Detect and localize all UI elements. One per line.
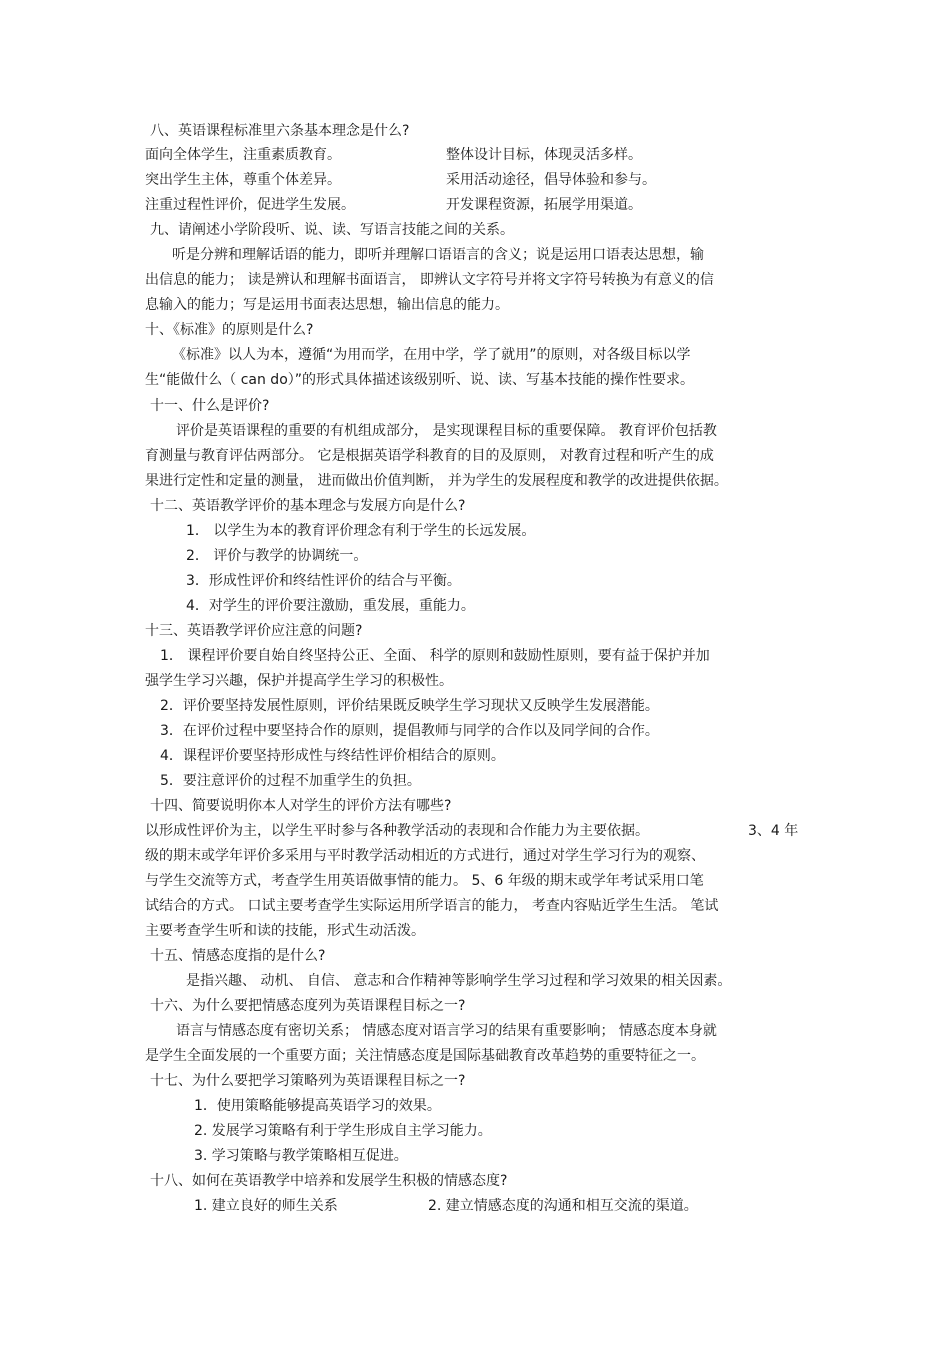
list-item: 5．要注意评价的过程不加重学生的负担。	[160, 773, 421, 789]
list-item: 2．评价要坚持发展性原则，评价结果既反映学生学习现状又反映学生发展潜能。	[160, 698, 659, 714]
heading-8: 八、英语课程标准里六条基本理念是什么?	[150, 123, 410, 139]
idea-3: 突出学生主体，尊重个体差异。	[145, 172, 341, 188]
paragraph-line: 语言与情感态度有密切关系； 情感态度对语言学习的结果有重要影响； 情感态度本身就	[176, 1023, 717, 1039]
paragraph-line: 果进行定性和定量的测量， 进而做出价值判断， 并为学生的发展程度和教学的改进提供依据。	[145, 473, 728, 489]
list-item: 1． 课程评价要自始自终坚持公正、全面、 科学的原则和鼓励性原则，要有益于保护并加	[160, 648, 710, 664]
heading-15: 十五、情感态度指的是什么?	[150, 948, 326, 964]
paragraph-line: 是指兴趣、 动机、 自信、 意志和合作精神等影响学生学习过程和学习效果的相关因素。	[186, 973, 732, 989]
heading-9: 九、请阐述小学阶段听、说、读、写语言技能之间的关系。	[150, 222, 514, 238]
list-item: 3. 学习策略与教学策略相互促进。	[194, 1148, 408, 1164]
heading-18: 十八、如何在英语教学中培养和发展学生积极的情感态度?	[150, 1173, 508, 1189]
idea-1: 面向全体学生，注重素质教育。	[145, 147, 341, 163]
list-item: 1. 建立良好的师生关系	[194, 1198, 338, 1214]
paragraph-line: 《标准》以人为本，遵循“为用而学，在用中学，学了就用”的原则，对各级目标以学	[172, 347, 691, 363]
paragraph-line: 与学生交流等方式，考查学生用英语做事情的能力。 5、6 年级的期末或学年考试采用口笔	[145, 873, 704, 889]
idea-2: 整体设计目标，体现灵活多样。	[446, 147, 642, 163]
list-item: 1． 以学生为本的教育评价理念有利于学生的长远发展。	[186, 523, 536, 539]
heading-13: 十三、英语教学评价应注意的问题?	[145, 623, 363, 639]
paragraph-line: 听是分辨和理解话语的能力，即听并理解口语语言的含义；说是运用口语表达思想，输	[172, 247, 704, 263]
paragraph-line: 评价是英语课程的重要的有机组成部分， 是实现课程目标的重要保障。 教育评价包括教	[176, 423, 717, 439]
paragraph-line: 试结合的方式。 口试主要考查学生实际运用所学语言的能力， 考查内容贴近学生生活。 笔试	[145, 898, 719, 914]
list-item: 3．形成性评价和终结性评价的结合与平衡。	[186, 573, 461, 589]
heading-10: 十、《标准》的原则是什么?	[145, 322, 314, 338]
paragraph-line: 以形成性评价为主，以学生平时参与各种教学活动的表现和合作能力为主要依据。	[145, 823, 649, 839]
list-item: 2. 建立情感态度的沟通和相互交流的渠道。	[428, 1198, 698, 1214]
list-item: 4．对学生的评价要注激励，重发展，重能力。	[186, 598, 475, 614]
paragraph-line: 是学生全面发展的一个重要方面；关注情感态度是国际基础教育改革趋势的重要特征之一。	[145, 1048, 705, 1064]
paragraph-line: 3、4 年	[748, 823, 799, 839]
idea-4: 采用活动途径，倡导体验和参与。	[446, 172, 656, 188]
paragraph-line: 息输入的能力；写是运用书面表达思想，输出信息的能力。	[145, 297, 509, 313]
heading-16: 十六、为什么要把情感态度列为英语课程目标之一?	[150, 998, 466, 1014]
paragraph-line: 生“能做什么（ can do）”的形式具体描述该级别听、说、读、写基本技能的操作性要求。	[145, 372, 695, 388]
list-item: 2. 发展学习策略有利于学生形成自主学习能力。	[194, 1123, 492, 1139]
list-item: 3．在评价过程中要坚持合作的原则，提倡教师与同学的合作以及同学间的合作。	[160, 723, 659, 739]
heading-14: 十四、简要说明你本人对学生的评价方法有哪些?	[150, 798, 452, 814]
list-item: 1．使用策略能够提高英语学习的效果。	[194, 1098, 441, 1114]
heading-12: 十二、英语教学评价的基本理念与发展方向是什么?	[150, 498, 466, 514]
paragraph-line: 强学生学习兴趣，保护并提高学生学习的积极性。	[145, 673, 453, 689]
heading-17: 十七、为什么要把学习策略列为英语课程目标之一?	[150, 1073, 466, 1089]
paragraph-line: 出信息的能力； 读是辨认和理解书面语言， 即辨认文字符号并将文字符号转换为有意义的信	[145, 272, 714, 288]
heading-11: 十一、什么是评价?	[150, 398, 270, 414]
idea-5: 注重过程性评价，促进学生发展。	[145, 197, 355, 213]
list-item: 2． 评价与教学的协调统一。	[186, 548, 368, 564]
idea-6: 开发课程资源，拓展学用渠道。	[446, 197, 642, 213]
list-item: 4．课程评价要坚持形成性与终结性评价相结合的原则。	[160, 748, 505, 764]
paragraph-line: 育测量与教育评估两部分。 它是根据英语学科教育的目的及原则， 对教育过程和听产生的成	[145, 448, 714, 464]
paragraph-line: 级的期末或学年评价多采用与平时教学活动相近的方式进行，通过对学生学习行为的观察、	[145, 848, 705, 864]
paragraph-line: 主要考查学生听和读的技能，形式生动活泼。	[145, 923, 425, 939]
